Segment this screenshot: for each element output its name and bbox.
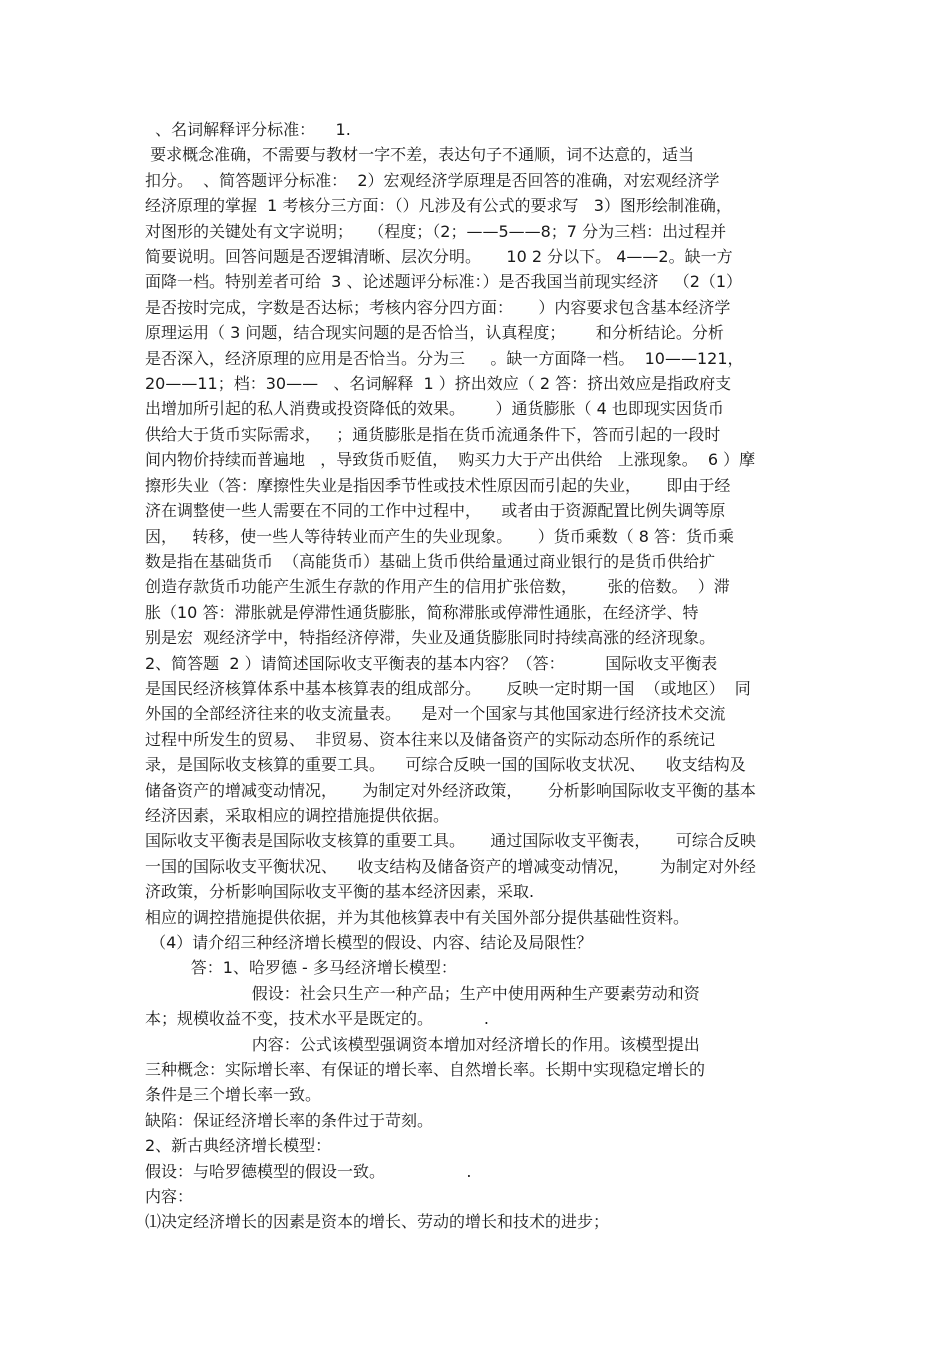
text-line: （4）请介绍三种经济增长模型的假设、内容、结论及局限性？ bbox=[145, 933, 593, 952]
document-body bbox=[145, 117, 813, 1235]
text-line: 创造存款货币功能产生派生存款的作用产生的信用扩张倍数， 张的倍数。 ）滞 bbox=[145, 577, 730, 597]
text-line: 相应的调控措施提供依据，并为其他核算表中有关国外部分提供基础性资料。 bbox=[145, 907, 690, 927]
text-line: 因， 转移，使一些人等待转业而产生的失业现象。 ）货币乘数（ 8 答：货币乘 bbox=[145, 526, 735, 546]
text-line: 内容：公式该模型强调资本增加对经济增长的作用。该模型提出 bbox=[145, 1034, 700, 1054]
text-line: 数是指在基础货币 （高能货币）基础上货币供给量通过商业银行的是货币供给扩 bbox=[145, 551, 716, 571]
text-line: ⑴决定经济增长的因素是资本的增长、劳动的增长和技术的进步； bbox=[145, 1212, 610, 1232]
text-line: 济政策，分析影响国际收支平衡的基本经济因素，采取. bbox=[145, 882, 535, 902]
text-line: 条件是三个增长率一致。 bbox=[145, 1085, 322, 1105]
text-line: 三种概念：实际增长率、有保证的增长率、自然增长率。长期中实现稳定增长的 bbox=[145, 1060, 706, 1080]
text-line: 擦形失业（答：摩擦性失业是指因季节性或技术性原因而引起的失业， 即由于经 bbox=[145, 475, 731, 495]
text-line: 别是宏 观经济学中，特指经济停滞，失业及通货膨胀同时持续高涨的经济现象。 bbox=[145, 628, 716, 648]
text-line: 国际收支平衡表是国际收支核算的重要工具。 通过国际收支平衡表， 可综合反映 bbox=[145, 831, 756, 851]
text-line: 要求概念准确，不需要与教材一字不差，表达句子不通顺，词不达意的，适当 bbox=[145, 145, 695, 165]
text-line: 20——11；档：30—— 、名词解释 1 ）挤出效应（ 2 答：挤出效应是指政府支 bbox=[145, 374, 732, 394]
text-line: 过程中所发生的贸易、 非贸易、资本往来以及储备资产的实际动态所作的系统记 bbox=[145, 729, 716, 749]
text-line: 录，是国际收支核算的重要工具。 可综合反映一国的国际收支状况、 收支结构及 bbox=[145, 755, 746, 775]
text-line: 2、简答题 2 ）请简述国际收支平衡表的基本内容？（答： 国际收支平衡表 bbox=[145, 653, 718, 673]
text-line: 本；规模收益不变，技术水平是既定的。 . bbox=[145, 1009, 489, 1029]
text-line: 是否按时完成，字数是否达标；考核内容分四方面： ）内容要求包含基本经济学 bbox=[145, 297, 731, 317]
text-line: 外国的全部经济往来的收支流量表。 是对一个国家与其他国家进行经济技术交流 bbox=[145, 704, 726, 724]
text-line: 答：1、哈罗德 - 多马经济增长模型： bbox=[145, 958, 457, 978]
text-line: 2、新古典经济增长模型： bbox=[145, 1136, 332, 1156]
text-line: 间内物价持续而普遍地 ，导致货币贬值， 购买力大于产出供给 上涨现象。 6 ）摩 bbox=[145, 450, 756, 470]
text-line: 一国的国际收支平衡状况、 收支结构及储备资产的增减变动情况， 为制定对外经 bbox=[145, 856, 756, 876]
text-line: 储备资产的增减变动情况， 为制定对外经济政策， 分析影响国际收支平衡的基本 bbox=[145, 780, 756, 800]
text-line: 假设：社会只生产一种产品；生产中使用两种生产要素劳动和资 bbox=[145, 983, 700, 1003]
text-line: 、名词解释评分标准： 1. bbox=[145, 120, 351, 139]
text-line: 出增加所引起的私人消费或投资降低的效果。 ）通货膨胀（ 4 也即现实因货币 bbox=[145, 399, 724, 419]
text-line: 胀（10 答：滞胀就是停滞性通货膨胀，简称滞胀或停滞性通胀，在经济学、特 bbox=[145, 602, 699, 622]
text-line: 是国民经济核算体系中基本核算表的组成部分。 反映一定时期一国 （或地区） 同 bbox=[145, 678, 751, 698]
text-line: 简要说明。回答问题是否逻辑清晰、层次分明。 10 2 分以下。 4——2。缺一方 bbox=[145, 247, 733, 267]
text-line: 面降一档。特别差者可给 3 、论述题评分标准：）是否我国当前现实经济 （2（1） bbox=[145, 272, 743, 292]
text-line: 内容： bbox=[145, 1187, 194, 1207]
text-line: 缺陷：保证经济增长率的条件过于苛刻。 bbox=[145, 1110, 434, 1130]
text-line: 扣分。 、简答题评分标准： 2）宏观经济学原理是否回答的准确，对宏观经济学 bbox=[145, 170, 720, 190]
text-line: 假设：与哈罗德模型的假设一致。 . bbox=[145, 1161, 472, 1181]
text-line: 供给大于货币实际需求， ；通货膨胀是指在货币流通条件下，答而引起的一段时 bbox=[145, 424, 721, 444]
text-line: 济在调整使一些人需要在不同的工作中过程中， 或者由于资源配置比例失调等原 bbox=[145, 501, 726, 521]
text-line: 是否深入，经济原理的应用是否恰当。分为三 。缺一方面降一档。 10——121， bbox=[145, 348, 744, 368]
text-line: 经济原理的掌握 1 考核分三方面：（）凡涉及有公式的要求写 3）图形绘制准确， bbox=[145, 196, 732, 216]
text-line: 经济因素，采取相应的调控措施提供依据。 bbox=[145, 805, 450, 825]
text-line: 原理运用（ 3 问题，结合现实问题的是否恰当，认真程度； 和分析结论。分析 bbox=[145, 323, 724, 343]
text-line: 对图形的关键处有文字说明； （程度；（2；——5——8；7 分为三档：出过程并 bbox=[145, 221, 727, 241]
